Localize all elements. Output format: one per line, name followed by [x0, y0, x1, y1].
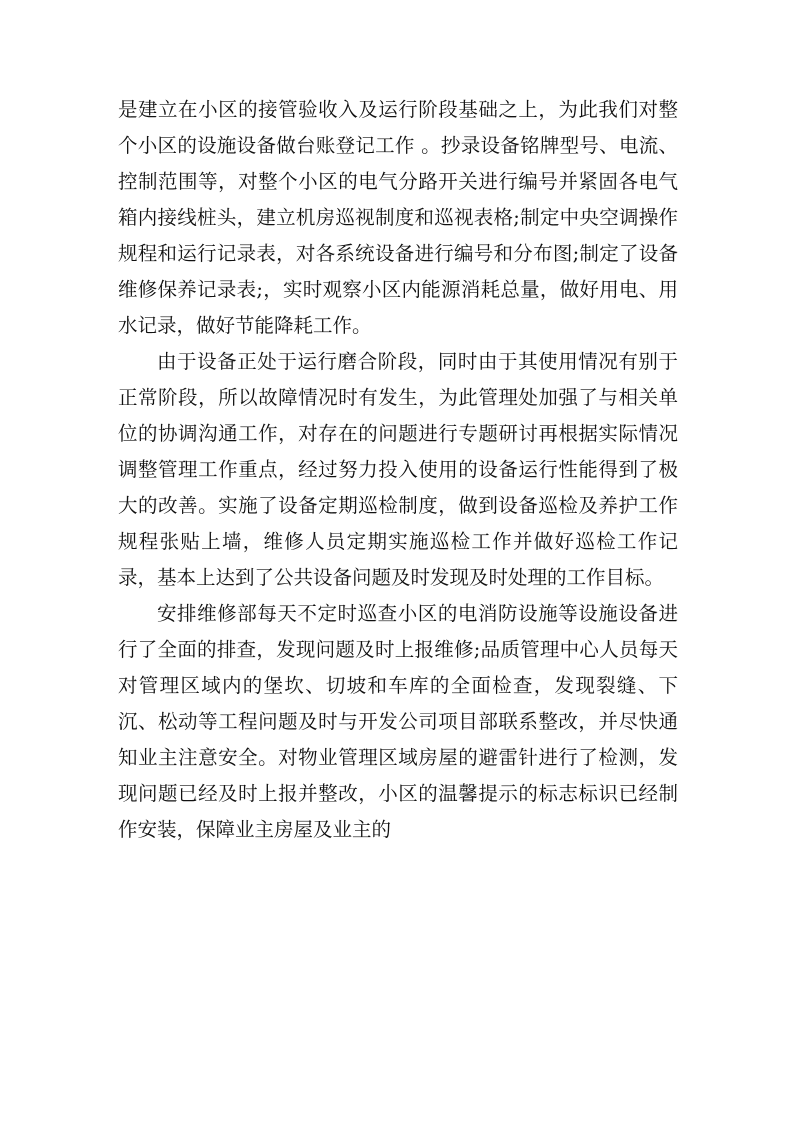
paragraph-1: 是建立在小区的接管验收入及运行阶段基础之上，为此我们对整个小区的设施设备做台账登记工作 。抄录设备铭牌型号、电流、控制范围等，对整个小区的电气分路开关进行编号并紧固各电气箱内接线桩头，建立机房巡视制度和巡视表格;制定中央空调操作规程和运行记录表，对各系统设备进行编号和分布图;制定了设备维修保养记录表;，实时观察小区内能源消耗总量，做好用电、用水记录，做好节能降耗工作。 — [118, 98, 678, 337]
paragraph-3: 安排维修部每天不定时巡查小区的电消防设施等设施设备进行了全面的排查，发现问题及时上报维修;品质管理中心人员每天对管理区域内的堡坎、切坡和车库的全面检查，发现裂缝、下沉、松动等工程问题及时与开发公司项目部联系整改，并尽快通知业主注意安全。对物业管理区域房屋的避雷针进行了检测，发现问题已经及时上报并整改，小区的温馨提示的标志标识已经制作安装，保障业主房屋及业主的 — [118, 602, 678, 841]
body-text — [118, 92, 678, 848]
paragraph-2: 由于设备正处于运行磨合阶段，同时由于其使用情况有别于正常阶段，所以故障情况时有发生，为此管理处加强了与相关单位的协调沟通工作，对存在的问题进行专题研讨再根据实际情况调整管理工作重点，经过努力投入使用的设备运行性能得到了极大的改善。实施了设备定期巡检制度，做到设备巡检及养护工作规程张贴上墙，维修人员定期实施巡检工作并做好巡检工作记录，基本上达到了公共设备问题及时发现及时处理的工作目标。 — [118, 350, 678, 589]
